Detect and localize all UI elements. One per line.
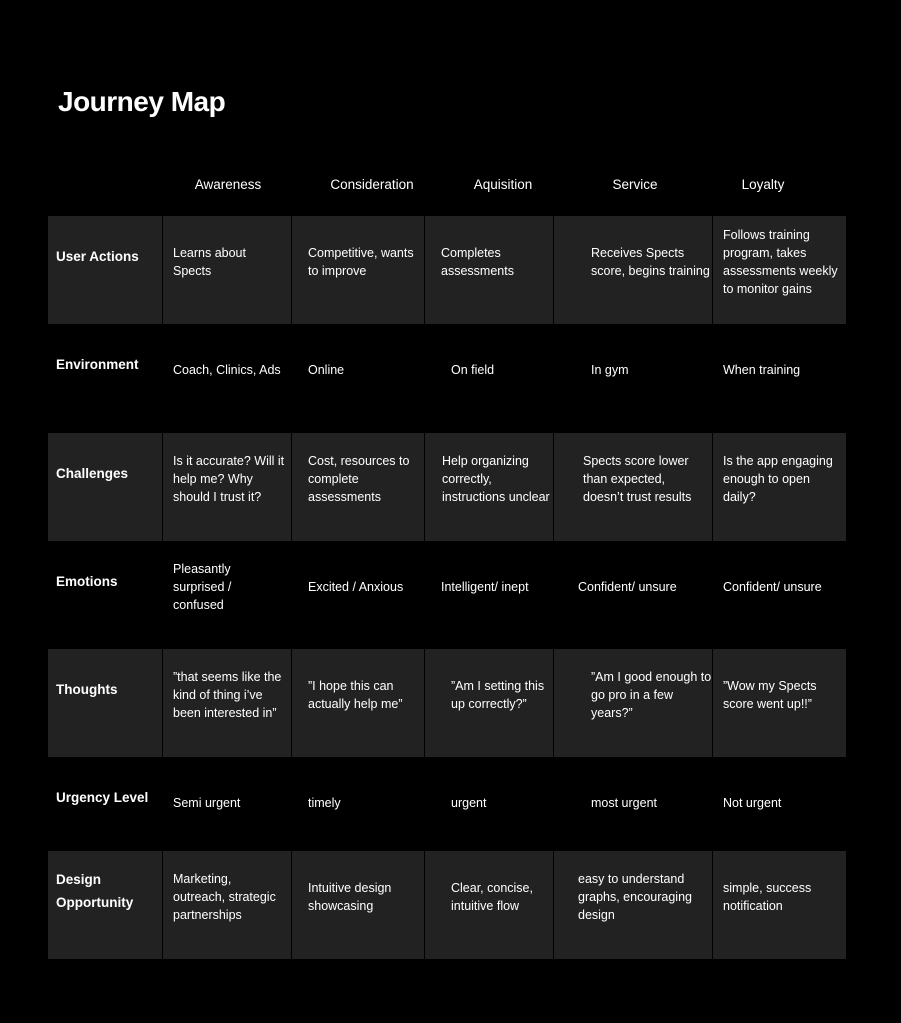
- cell-emotions-service: Confident/ unsure: [578, 580, 677, 594]
- row-label-urgency-level: Urgency Level: [56, 789, 149, 805]
- column-divider: [712, 433, 713, 541]
- cell-emotions-aquisition: Intelligent/ inept: [441, 580, 529, 594]
- column-divider: [424, 433, 425, 541]
- cell-urgency-level-awareness: Semi urgent: [173, 796, 241, 810]
- column-divider: [553, 433, 554, 541]
- row-label-user-actions: User Actions: [56, 248, 139, 264]
- cell-design-opportunity-consideration: Intuitive design showcasing: [308, 881, 392, 913]
- cell-thoughts-loyalty: ”Wow my Spects score went up!!”: [723, 679, 817, 711]
- cell-design-opportunity-aquisition: Clear, concise, intuitive flow: [451, 881, 533, 913]
- cell-challenges-awareness: Is it accurate? Will it help me? Why should I trust it?: [173, 454, 285, 504]
- column-divider: [291, 433, 292, 541]
- column-header-awareness: Awareness: [194, 177, 262, 192]
- cell-thoughts-service: ”Am I good enough to go pro in a few years?”: [591, 670, 712, 720]
- cell-thoughts-aquisition: ”Am I setting this up correctly?”: [451, 679, 545, 711]
- cell-environment-consideration: Online: [308, 363, 345, 377]
- cell-user-actions-loyalty: Follows training program, takes assessments weekly to monitor gains: [723, 228, 838, 296]
- cell-environment-awareness: Coach, Clinics, Ads: [173, 363, 281, 377]
- column-divider: [553, 216, 554, 324]
- cell-user-actions-consideration: Competitive, wants to improve: [308, 246, 414, 278]
- column-header-loyalty: Loyalty: [741, 177, 785, 192]
- cell-emotions-consideration: Excited / Anxious: [308, 580, 404, 594]
- cell-design-opportunity-loyalty: simple, success notification: [723, 881, 812, 913]
- cell-challenges-aquisition: Help organizing correctly, instructions unclear: [442, 454, 550, 504]
- cell-environment-loyalty: When training: [723, 363, 801, 377]
- column-divider: [712, 851, 713, 959]
- cell-user-actions-service: Receives Spects score, begins training: [591, 246, 710, 278]
- column-divider: [291, 851, 292, 959]
- cell-design-opportunity-awareness: Marketing, outreach, strategic partnerships: [173, 872, 276, 922]
- cell-challenges-service: Spects score lower than expected, doesn’t trust results: [583, 454, 692, 504]
- cell-urgency-level-aquisition: urgent: [451, 796, 487, 810]
- page-title: Journey Map: [58, 86, 226, 117]
- column-header-consideration: Consideration: [330, 177, 414, 192]
- column-divider: [424, 851, 425, 959]
- column-divider: [424, 216, 425, 324]
- cell-design-opportunity-service: easy to understand graphs, encouraging design: [578, 872, 692, 922]
- cell-user-actions-aquisition: Completes assessments: [441, 246, 514, 278]
- row-label-environment: Environment: [56, 356, 139, 372]
- column-divider: [291, 649, 292, 757]
- cell-emotions-loyalty: Confident/ unsure: [723, 580, 822, 594]
- column-divider: [291, 216, 292, 324]
- column-divider: [162, 433, 163, 541]
- cell-emotions-awareness: Pleasantly surprised / confused: [173, 562, 232, 612]
- row-label-thoughts: Thoughts: [56, 681, 118, 697]
- cell-thoughts-awareness: ”that seems like the kind of thing i’ve been interested in”: [173, 670, 282, 720]
- column-header-service: Service: [612, 177, 658, 192]
- cell-thoughts-consideration: ”I hope this can actually help me”: [308, 679, 403, 711]
- cell-challenges-consideration: Cost, resources to complete assessments: [308, 454, 410, 504]
- column-divider: [162, 851, 163, 959]
- column-divider: [162, 216, 163, 324]
- cell-urgency-level-service: most urgent: [591, 796, 658, 810]
- column-divider: [162, 649, 163, 757]
- cell-user-actions-awareness: Learns about Spects: [173, 246, 246, 278]
- column-header-aquisition: Aquisition: [473, 177, 533, 192]
- row-label-emotions: Emotions: [56, 573, 118, 589]
- cell-challenges-loyalty: Is the app engaging enough to open daily?: [723, 454, 833, 504]
- cell-urgency-level-loyalty: Not urgent: [723, 796, 782, 810]
- column-divider: [424, 649, 425, 757]
- cell-environment-aquisition: On field: [451, 363, 495, 377]
- row-label-challenges: Challenges: [56, 465, 129, 481]
- row-label-design-opportunity: Design Opportunity: [56, 872, 134, 910]
- cell-environment-service: In gym: [591, 363, 629, 377]
- cell-urgency-level-consideration: timely: [308, 796, 341, 810]
